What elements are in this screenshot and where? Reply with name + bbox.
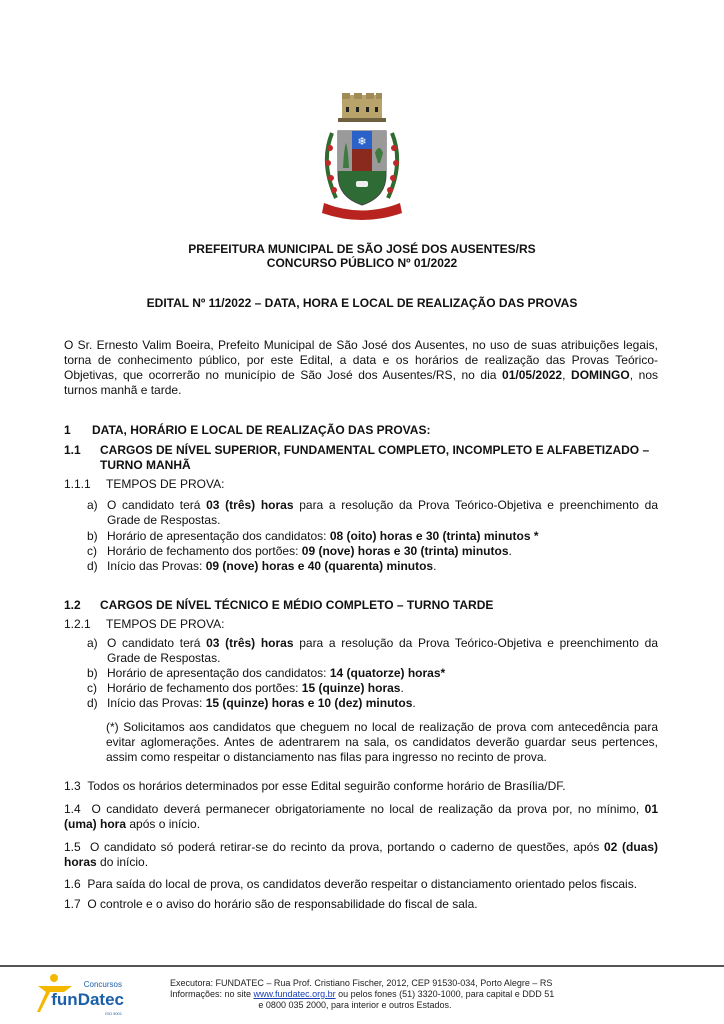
svg-text:ISO 9001: ISO 9001: [105, 1011, 122, 1016]
list-item: b) Horário de apresentação dos candidatos: 14 (quatorze) horas*: [87, 666, 446, 680]
footer-contact: Executora: FUNDATEC – Rua Prof. Cristiano Fischer, 2012, CEP 91530-034, Porto Alegre – RS Informações: no site www.fundatec.org.br ou pelos fones (51) 3320-1000, para capital e DDD 51 e 0800 035 2000, para interior e outros Estados.: [170, 978, 555, 1010]
municipal-crest: [318, 93, 406, 223]
section-1-2-heading: 1.2 CARGOS DE NÍVEL TÉCNICO E MÉDIO COMPLETO – TURNO TARDE: [64, 598, 494, 612]
list-item: d) Início das Provas: 15 (quinze) horas e 10 (dez) minutos.: [87, 696, 416, 710]
footer-divider: [0, 965, 724, 967]
clause-1-6: 1.6 Para saída do local de prova, os candidatos deverão respeitar o distanciamento orientado pelos fiscais.: [64, 877, 638, 891]
exam-date: 01/05/2022: [502, 368, 563, 382]
intro-paragraph: O Sr. Ernesto Valim Boeira, Prefeito Municipal de São José dos Ausentes, no uso de suas atribuições legais, torna de conhecimento público, por este Edital, a data e os horários de realização das Provas Teórico-Objetivas, que ocorrerão no município de São José dos Ausentes/RS, no dia 01/05/2022, DOMINGO, nos turnos manhã e tarde.: [64, 338, 658, 397]
edital-title: EDITAL Nº 11/2022 – DATA, HORA E LOCAL DE REALIZAÇÃO DAS PROVAS: [146, 296, 578, 310]
list-item: c) Horário de fechamento dos portões: 09 (nove) horas e 30 (trinta) minutos.: [87, 544, 512, 558]
svg-text:❄: ❄: [357, 135, 367, 148]
footnote-text: (*) Solicitamos aos candidatos que cheguem no local de realização de prova com antecedência para evitar aglomerações. Antes de adentrarem na sala, os candidatos deverão guardar seus pertences, assim como respeitar o distanciamento nas filas para ingresso no recinto de prova.: [106, 720, 658, 764]
contest-title: CONCURSO PÚBLICO Nº 01/2022: [266, 256, 458, 270]
exam-weekday: DOMINGO: [571, 368, 630, 382]
section-1-2-1-heading: 1.2.1 TEMPOS DE PROVA:: [64, 617, 225, 631]
clause-1-3: 1.3 Todos os horários determinados por esse Edital seguirão conforme horário de Brasília/DF.: [64, 779, 566, 793]
institution-title: PREFEITURA MUNICIPAL DE SÃO JOSÉ DOS AUSENTES/RS: [188, 242, 536, 256]
svg-text:funDatec: funDatec: [51, 990, 124, 1009]
list-item: a) O candidato terá 03 (três) horas para a resolução da Prova Teórico-Objetiva e preenchimento da Grade de Respostas.: [87, 636, 659, 665]
svg-text:Concursos: Concursos: [83, 980, 122, 989]
section-1-heading: 1 DATA, HORÁRIO E LOCAL DE REALIZAÇÃO DAS PROVAS:: [64, 423, 431, 437]
fundatec-logo-icon: [34, 972, 144, 1020]
list-item: a) O candidato terá 03 (três) horas para a resolução da Prova Teórico-Objetiva e preenchimento da Grade de Respostas.: [87, 498, 659, 527]
list-item: c) Horário de fechamento dos portões: 15 (quinze) horas.: [87, 681, 404, 695]
crest-icon: [318, 93, 406, 223]
clause-1-7: 1.7 O controle e o aviso do horário são de responsabilidade do fiscal de sala.: [64, 897, 478, 911]
list-item: b) Horário de apresentação dos candidatos: 08 (oito) horas e 30 (trinta) minutos *: [87, 529, 539, 543]
clause-1-4: 1.4 O candidato deverá permanecer obrigatoriamente no local de realização da prova por, no mínimo, 01 (uma) hora após o início.: [64, 802, 658, 831]
clause-1-5: 1.5 O candidato só poderá retirar-se do recinto da prova, portando o caderno de questões, após 02 (duas) horas do início.: [64, 840, 658, 869]
list-item: d) Início das Provas: 09 (nove) horas e 40 (quarenta) minutos.: [87, 559, 437, 573]
section-1-1-1-heading: 1.1.1 TEMPOS DE PROVA:: [64, 477, 225, 491]
fundatec-website-link[interactable]: www.fundatec.org.br: [253, 989, 336, 999]
fundatec-logo: [34, 972, 144, 1020]
section-1-1-heading: 1.1 CARGOS DE NÍVEL SUPERIOR, FUNDAMENTAL COMPLETO, INCOMPLETO E ALFABETIZADO – TURNO MANHÃ: [64, 443, 650, 472]
